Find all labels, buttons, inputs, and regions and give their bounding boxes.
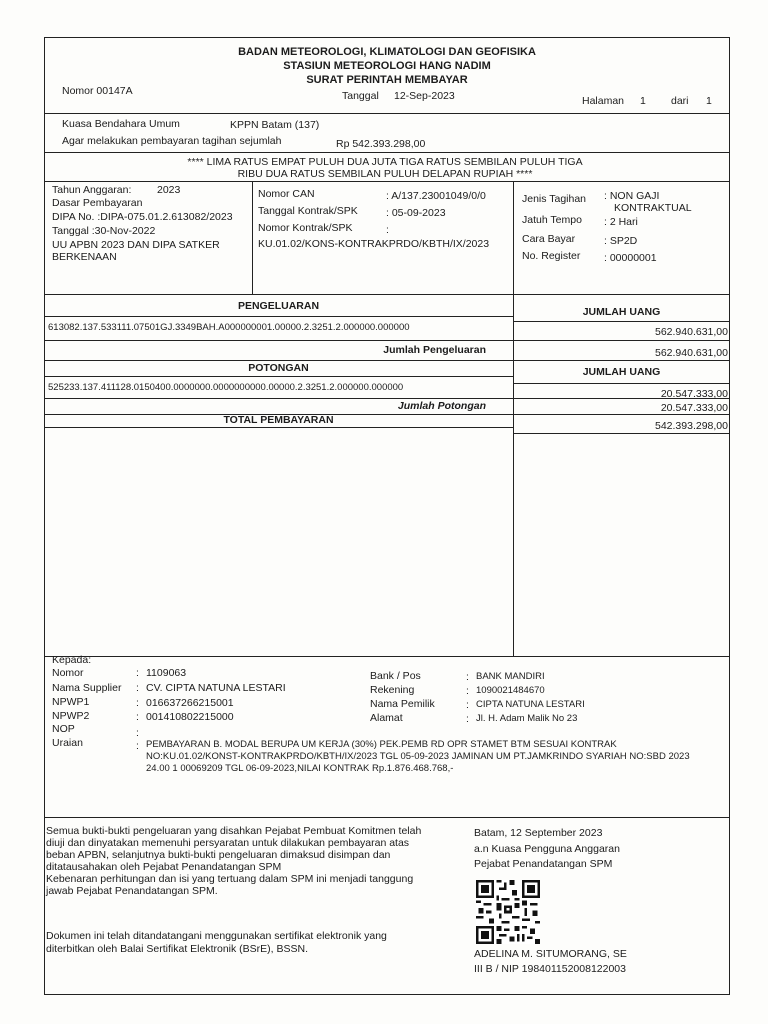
agency-title: BADAN METEOROLOGI, KLIMATOLOGI DAN GEOFISIKA	[238, 46, 536, 58]
colon: :	[136, 740, 139, 752]
statement-line4: ditatausahakan oleh Pejabat Penandatangan SPM	[46, 861, 282, 873]
uu-apbn-line2: BERKENAAN	[52, 251, 117, 263]
colon: :	[466, 713, 469, 725]
bank-value: BANK MANDIRI	[476, 671, 545, 682]
potongan-amount-header: JUMLAH UANG	[582, 366, 661, 378]
kppn-value: KPPN Batam (137)	[230, 119, 320, 131]
signer-name: ADELINA M. SITUMORANG, SE	[474, 948, 627, 960]
contract-number-value: KU.01.02/KONS-KONTRAKPRDO/KBTH/IX/2023	[258, 238, 490, 250]
kepada-label: Kepada:	[52, 654, 92, 666]
divider	[44, 152, 730, 153]
total-pembayaran-label: TOTAL PEMBAYARAN	[223, 414, 334, 426]
jumlah-potongan-amount: 20.547.333,00	[660, 402, 728, 414]
page-of-label: dari	[671, 95, 689, 107]
colon: :	[136, 667, 139, 679]
tahun-anggaran-value: 2023	[157, 184, 181, 196]
can-value: : A/137.23001049/0/0	[386, 190, 486, 202]
divider	[44, 376, 513, 377]
cara-bayar-label: Cara Bayar	[522, 233, 576, 245]
divider	[44, 181, 730, 182]
npwp2-label: NPWP2	[52, 710, 90, 722]
divider	[44, 360, 730, 361]
jenis-tagihan-value: : NON GAJI	[604, 190, 660, 202]
esign-notice-line1: Dokumen ini telah ditandatangani menggunakan sertifikat elektronik yang	[46, 930, 387, 942]
divider	[513, 383, 730, 384]
jenis-tagihan-label: Jenis Tagihan	[522, 193, 587, 205]
date-label: Tanggal	[342, 90, 379, 102]
document-number: Nomor 00147A	[62, 85, 133, 97]
contract-date-label: Tanggal Kontrak/SPK	[258, 205, 358, 217]
colon: :	[136, 682, 139, 694]
tahun-anggaran-label: Tahun Anggaran:	[52, 184, 132, 196]
supplier-label: Nama Supplier	[52, 682, 122, 694]
colon: :	[136, 711, 139, 723]
divider	[44, 113, 730, 114]
contract-number-label: Nomor Kontrak/SPK	[258, 222, 353, 234]
station-title: STASIUN METEOROLOGI HANG NADIM	[283, 60, 491, 72]
payee-number-value: 1109063	[146, 667, 187, 679]
uraian-label: Uraian	[52, 737, 83, 749]
signer-position: Pejabat Penandatangan SPM	[474, 858, 613, 870]
colon: :	[466, 699, 469, 711]
statement-line3: beban APBN, selanjutnya bukti-bukti pengeluaran dimaksud disimpan dan	[46, 849, 391, 861]
document-title: SURAT PERINTAH MEMBAYAR	[306, 74, 468, 86]
statement-line6: jawab Pejabat Penandatangan SPM.	[46, 885, 218, 897]
colon: :	[466, 685, 469, 697]
pengeluaran-account-code: 613082.137.533111.07501GJ.3349BAH.A000000001.00000.2.3251.2.000000.000000	[48, 322, 410, 333]
potongan-account-code: 525233.137.411128.0150400.0000000.0000000000.00000.2.3251.2.000000.000000	[48, 382, 404, 393]
divider	[513, 321, 730, 322]
signer-on-behalf: a.n Kuasa Pengguna Anggaran	[474, 843, 620, 855]
potongan-amount: 20.547.333,00	[660, 388, 728, 400]
supplier-value: CV. CIPTA NATUNA LESTARI	[146, 682, 286, 694]
page-total: 1	[706, 95, 712, 107]
pengeluaran-amount-header: JUMLAH UANG	[582, 306, 661, 318]
divider	[44, 427, 513, 428]
page-label: Halaman	[582, 95, 625, 107]
uu-apbn-line1: UU APBN 2023 DAN DIPA SATKER	[52, 239, 220, 251]
divider	[44, 656, 730, 657]
total-pembayaran-amount: 542.393.298,00	[655, 420, 728, 432]
pemilik-label: Nama Pemilik	[370, 698, 435, 710]
divider	[252, 181, 253, 294]
statement-line5: Kebenaran perhitungan dan isi yang tertuang dalam SPM ini menjadi tanggung	[46, 873, 414, 885]
jumlah-pengeluaran-label: Jumlah Pengeluaran	[383, 344, 486, 356]
register-value: : 00000001	[604, 252, 657, 264]
divider	[44, 817, 730, 818]
divider	[44, 316, 513, 317]
date-value: 12-Sep-2023	[394, 90, 455, 102]
npwp1-value: 016637266215001	[146, 697, 234, 709]
pengeluaran-amount: 562.940.631,00	[655, 326, 728, 338]
signer-nip: III B / NIP 198401152008122003	[474, 963, 626, 975]
jatuh-tempo-value: : 2 Hari	[604, 216, 638, 228]
contract-number-colon: :	[386, 224, 389, 236]
pemilik-value: CIPTA NATUNA LESTARI	[476, 699, 585, 710]
npwp1-label: NPWP1	[52, 696, 90, 708]
potongan-header: POTONGAN	[248, 362, 309, 374]
colon: :	[466, 671, 469, 683]
esign-notice-line2: diterbitkan oleh Balai Sertifikat Elektronik (BSrE), BSSN.	[46, 943, 309, 955]
colon: :	[136, 727, 139, 739]
divider	[44, 294, 730, 295]
page-number: 1	[640, 95, 646, 107]
jenis-tagihan-value-2: KONTRAKTUAL	[614, 202, 692, 214]
divider	[513, 181, 514, 294]
divider	[44, 340, 730, 341]
qr-code-icon	[476, 880, 540, 944]
uraian-line2: NO:KU.01.02/KONST-KONTRAKPRDO/KBTH/IX/2023 TGL 05-09-2023 JAMINAN UM PT.JAMKRINDO SYARIAH NO:SBD 2023	[146, 751, 690, 762]
uraian-line1: PEMBAYARAN B. MODAL BERUPA UM KERJA (30%) PEK.PEMB RD OPR STAMET BTM SESUAI KONTRAK	[146, 739, 617, 750]
dipa-number: DIPA No. :DIPA-075.01.2.613082/2023	[52, 211, 233, 223]
rekening-label: Rekening	[370, 684, 415, 696]
signing-place-date: Batam, 12 September 2023	[474, 827, 603, 839]
rekening-value: 1090021484670	[476, 685, 545, 696]
divider	[513, 433, 730, 434]
dipa-date: Tanggal :30-Nov-2022	[52, 225, 156, 237]
jumlah-potongan-label: Jumlah Potongan	[397, 400, 486, 412]
statement-line1: Semua bukti-bukti pengeluaran yang disahkan Pejabat Pembuat Komitmen telah	[46, 825, 422, 837]
alamat-label: Alamat	[370, 712, 403, 724]
alamat-value: Jl. H. Adam Malik No 23	[476, 713, 578, 724]
bank-label: Bank / Pos	[370, 670, 421, 682]
register-label: No. Register	[522, 250, 581, 262]
nop-label: NOP	[52, 723, 75, 735]
cara-bayar-value: : SP2D	[604, 235, 638, 247]
amount-in-words-line1: **** LIMA RATUS EMPAT PULUH DUA JUTA TIGA RATUS SEMBILAN PULUH TIGA	[187, 156, 583, 168]
pengeluaran-header: PENGELUARAN	[237, 300, 320, 312]
jatuh-tempo-label: Jatuh Tempo	[522, 214, 582, 226]
payment-instruction: Agar melakukan pembayaran tagihan sejumlah	[62, 135, 282, 147]
jumlah-pengeluaran-amount: 562.940.631,00	[655, 347, 728, 359]
payee-number-label: Nomor	[52, 667, 84, 679]
dasar-pembayaran-label: Dasar Pembayaran	[52, 197, 143, 209]
divider	[44, 398, 730, 399]
payment-amount: Rp 542.393.298,00	[336, 138, 426, 150]
contract-date-value: : 05-09-2023	[386, 207, 446, 219]
uraian-line3: 24.00 1 00069209 TGL 06-09-2023,NILAI KONTRAK Rp.1.876.468.768,-	[146, 763, 454, 774]
kuasa-label: Kuasa Bendahara Umum	[62, 118, 180, 130]
npwp2-value: 001410802215000	[146, 711, 234, 723]
statement-line2: diuji dan dinyatakan memenuhi persyaratan untuk dilakukan pembayaran atas	[46, 837, 410, 849]
colon: :	[136, 697, 139, 709]
can-label: Nomor CAN	[258, 188, 315, 200]
amount-in-words-line2: RIBU DUA RATUS SEMBILAN PULUH DELAPAN RUPIAH ****	[237, 168, 533, 180]
